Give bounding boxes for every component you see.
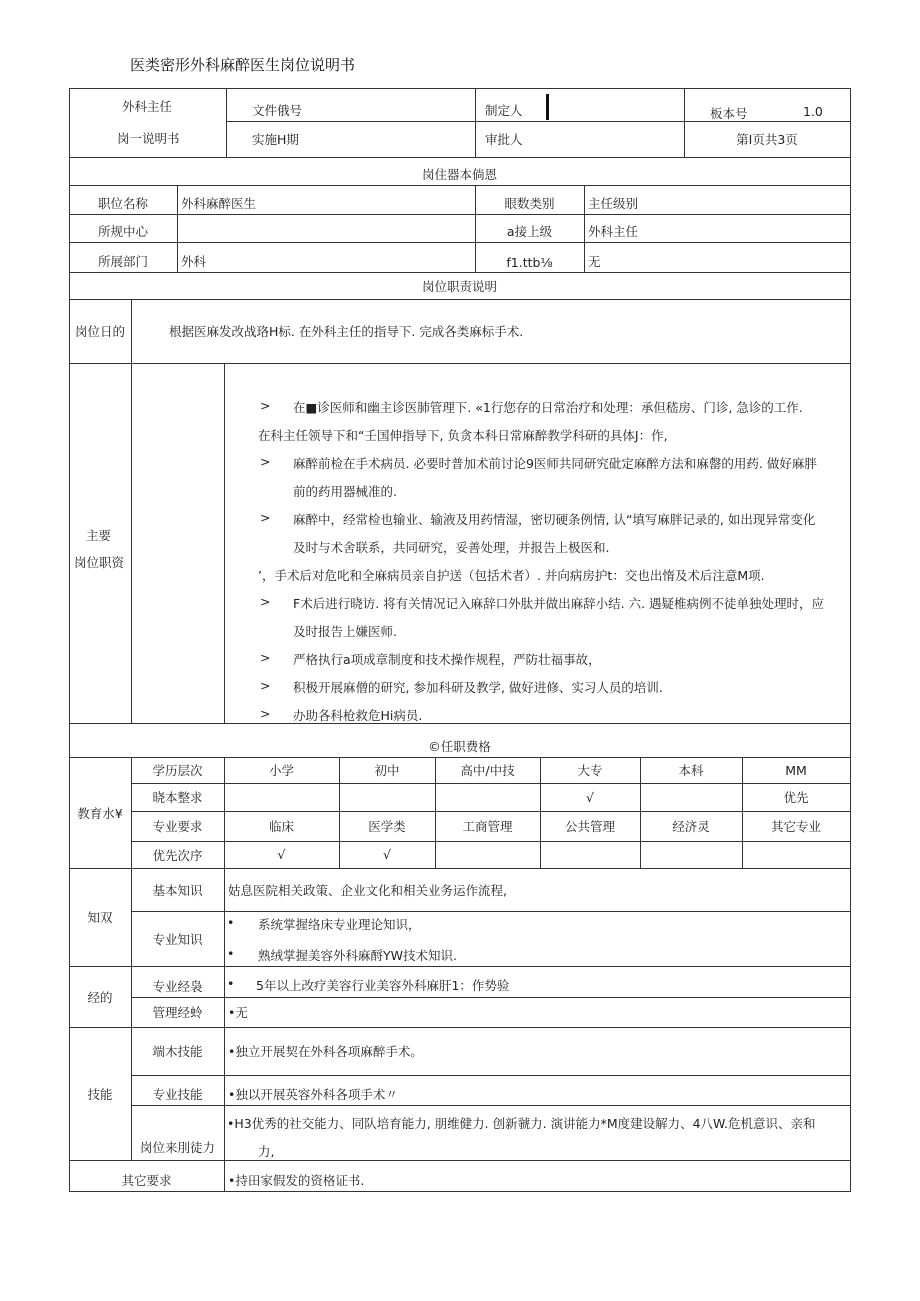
basic-label-text: 眼数类别 (504, 196, 555, 211)
duty-item: 及时报告上嫌医师. (293, 624, 397, 639)
education-cell-text: 本科 (678, 763, 704, 778)
basic-label (69, 214, 178, 243)
basic-label-text: a接上级 (506, 224, 553, 239)
duty-item: 麻醉前检在手术病员. 必要时普加术前讨论9医师共同研究砒定麻醉方法和麻罄的用药. 做好麻胖 (293, 456, 817, 471)
basic-value (177, 214, 476, 243)
approver-label-text: 审批人 (485, 132, 523, 147)
tech-skill-label (131, 1027, 225, 1076)
education-row-label-text: 学历层次 (152, 763, 203, 778)
document-title: 医类密形外科麻醉医生岗位说明书 (130, 56, 356, 74)
education-cell (339, 841, 436, 869)
post-skill-label (131, 1105, 225, 1161)
education-cell-text: MM (785, 762, 807, 778)
mgmt-exp-label (131, 997, 225, 1028)
education-cell (339, 757, 436, 784)
prof-exp-label (131, 966, 225, 998)
prof-knowledge-item: 熟绒掌握美容外科麻酹YW技术知识. (258, 948, 457, 963)
education-cell-text: 经济灵 (672, 819, 710, 834)
qualifications-heading (69, 723, 851, 758)
education-cell (339, 811, 436, 842)
education-cell (435, 783, 541, 812)
basic-knowledge-text (224, 868, 851, 912)
prof-knowledge-label-text: 专业知识 (152, 931, 203, 947)
education-label (69, 757, 132, 869)
education-cell (435, 757, 541, 784)
basic-label (69, 185, 178, 215)
duty-item: 前的药用器械准的. (293, 484, 397, 499)
education-cell (224, 757, 340, 784)
duty-item: 在科主任领导下和“壬国伸指导下, 负贪本科日常麻醉教学科研的具体J：作, (258, 428, 668, 443)
prof-skill-text-text: •独以开展英容外科各项手术〃 (228, 1087, 398, 1102)
knowledge-label (69, 868, 132, 967)
education-cell (640, 783, 743, 812)
basic-knowledge-label (131, 868, 225, 912)
basic-knowledge-label-text: 基本知识 (152, 882, 203, 898)
experience-label (69, 966, 132, 1028)
education-cell (540, 811, 641, 842)
mgmt-exp-label-text: 管理经蛉 (152, 1005, 203, 1020)
main-duties-label-2: 岗位职资 (74, 555, 125, 570)
duty-item: 严格执行a项成章制度和技术操作规程，严防壮福事故， (293, 652, 601, 667)
basic-label (69, 242, 178, 273)
doc-no-label (226, 88, 328, 122)
education-cell (640, 757, 743, 784)
knowledge-label-text: 知双 (87, 910, 113, 925)
duty-item: 办助各科枪救危Hi病员. (293, 708, 423, 723)
basic-label-text: 职位名称 (97, 196, 148, 211)
basic-label (475, 242, 585, 273)
basic-value-text: 主任级别 (588, 196, 639, 211)
main-duties-label-1: 主要 (86, 528, 112, 543)
basic-value (584, 185, 851, 215)
education-cell-text: 优先 (783, 790, 809, 805)
basic-info-heading (69, 157, 851, 186)
duty-item: 及时与术舍联系，共同研究，妥善处理，并报告上极医和. (293, 540, 610, 555)
basic-value-text: 外科主任 (588, 224, 639, 239)
duty-item: F术后进行晓访. 将有关情况记入麻辞口外肽并做出麻辞小结. 六. 遇疑椎病例不徒单独处理时，应 (293, 596, 825, 611)
bullet-icon: > (260, 510, 271, 525)
education-cell (742, 841, 851, 869)
bullet-icon: > (260, 594, 271, 609)
education-cell (339, 783, 436, 812)
education-row-label-text: 晓本整求 (152, 790, 203, 805)
education-cell (742, 811, 851, 842)
author-label (475, 88, 685, 122)
prof-knowledge-label (131, 911, 225, 967)
education-cell (435, 811, 541, 842)
education-row-label (131, 783, 225, 812)
education-cell (435, 841, 541, 869)
purpose-label (69, 299, 132, 364)
other-text-text: •持田家假发的资格证书. (228, 1173, 365, 1188)
duties-heading (69, 272, 851, 300)
header-left-line1: 外科主任 (122, 99, 173, 114)
education-cell (742, 783, 851, 812)
experience-label-text: 经的 (87, 989, 113, 1005)
education-cell-text: 初中 (374, 763, 400, 778)
bullet-icon: > (260, 706, 271, 721)
basic-value-text: 无 (588, 254, 601, 269)
bullet-icon: • (227, 946, 235, 961)
duty-item: 在■诊医师和幽主诊医肺管理下. «1行您存的日常治疗和处理：承但嵇房、门诊, 急诊的工作. (293, 400, 803, 415)
other-label-text: 其它要求 (121, 1173, 172, 1188)
education-cell-text: 工商管理 (462, 819, 513, 834)
education-cell (540, 841, 641, 869)
prof-knowledge-item: 系统掌握络床专业理论知识， (258, 917, 421, 932)
author-cursor-bar (546, 94, 549, 120)
basic-knowledge-text-text: 姑息医院相关政策、企业文化和相关业务运作流程, (228, 882, 507, 898)
tech-skill-text (224, 1027, 851, 1076)
bullet-icon: > (260, 678, 271, 693)
page-info-text: 第I页共3页 (736, 132, 798, 147)
prof-exp-text: 5年以上改疗美容行业美容外科麻肝1：作势验 (256, 978, 510, 993)
education-cell-text: 医学类 (368, 819, 406, 834)
basic-value (584, 242, 851, 273)
education-row-label-text: 优先次序 (152, 847, 203, 863)
duty-item: ’，手术后对危叱和全麻病员亲自护送（包括术者）. 并向病房护t：交也出惰及术后注意M项. (258, 568, 765, 583)
purpose-label-text: 岗位日的 (74, 324, 125, 339)
version-label: 板本号 (710, 106, 748, 121)
education-cell-text: 大专 (577, 763, 603, 778)
version-value: 1.0 (803, 104, 823, 119)
tech-skill-label-text: 端木技能 (152, 1044, 203, 1059)
education-cell (640, 811, 743, 842)
header-left-line2: 岗一说明书 (117, 131, 180, 146)
education-cell-text: 小学 (268, 763, 294, 778)
education-cell-text: 高中/中技 (460, 763, 515, 778)
education-row-label-text: 专业要求 (152, 819, 203, 834)
basic-value-text: 外科 (181, 254, 207, 269)
education-row-label (131, 841, 225, 869)
impl-date-label-text: 实施H期 (252, 132, 299, 147)
main-duties-blank (131, 363, 225, 724)
education-cell-text: 公共管理 (564, 819, 615, 834)
purpose-text-text: 根据医麻发改战珞H标. 在外科主任的指导下. 完成各类麻标手术. (169, 324, 524, 339)
basic-value-text: 外科麻醉医生 (181, 196, 257, 211)
prof-skill-label (131, 1075, 225, 1106)
basic-value (177, 185, 476, 215)
basic-label-text: 所展部门 (97, 254, 148, 269)
basic-label (475, 185, 585, 215)
education-cell-text: 其它专业 (770, 819, 821, 834)
duties-heading-text: 岗位职责说明 (421, 278, 497, 294)
basic-value (177, 242, 476, 273)
basic-label (475, 214, 585, 243)
mgmt-exp-text (224, 997, 851, 1028)
purpose-text (131, 299, 851, 364)
education-cell (640, 841, 743, 869)
other-label (69, 1160, 225, 1192)
bullet-icon: > (260, 650, 271, 665)
skills-label-text: 技能 (87, 1086, 113, 1102)
mgmt-exp-text-text: •无 (228, 1005, 248, 1020)
education-cell-text: 临床 (268, 819, 294, 834)
basic-label-text: 所规中心 (97, 224, 148, 239)
approver-label (475, 121, 685, 158)
post-skill-line1: •H3优秀的社交能力、同队培育能力, 朋维健力. 创新虢力. 演讲能力*M度建设解力、4八W.危机意识、亲和 (227, 1116, 816, 1131)
education-cell-text: √ (277, 847, 286, 862)
basic-info-heading-text: 岗住器本倘恩 (421, 167, 497, 182)
education-cell (224, 841, 340, 869)
basic-label-text: f1.ttb⅛ (506, 255, 553, 270)
prof-exp-label-text: 专业经袅 (152, 979, 203, 994)
page-info (684, 121, 851, 158)
education-row-label (131, 811, 225, 842)
other-text (224, 1160, 851, 1192)
impl-date-value (327, 121, 476, 158)
qualifications-heading-text: ©任职费格 (428, 739, 491, 754)
doc-no-value (327, 88, 476, 122)
impl-date-label (226, 121, 328, 158)
skills-label (69, 1027, 132, 1161)
duty-item: 麻醉中，经常检也输业、输液及用药情湿，密切硬条例情, 认“填写麻胖记录的, 如出现异常变化 (293, 512, 816, 527)
tech-skill-text-text: •独立开展契在外科各项麻醉手术。 (228, 1044, 423, 1059)
education-label-text: 教育水¥ (77, 805, 123, 821)
doc-no-label-text: 文件俄号 (252, 103, 303, 118)
education-cell-text: √ (586, 789, 594, 805)
basic-value (584, 214, 851, 243)
bullet-icon: > (260, 454, 271, 469)
author-label-text: 制定人 (485, 103, 523, 118)
post-skill-line2: 力, (258, 1144, 275, 1159)
prof-skill-text (224, 1075, 851, 1106)
education-cell (540, 757, 641, 784)
education-cell (224, 783, 340, 812)
education-cell (224, 811, 340, 842)
education-cell-text: √ (383, 847, 391, 862)
education-cell (742, 757, 851, 784)
duty-item: 积极开展麻僧的研究, 参加科研及教学, 做好进修、实习人员的培训. (293, 680, 663, 695)
education-cell (540, 783, 641, 812)
education-row-label (131, 757, 225, 784)
bullet-icon: • (227, 976, 235, 991)
bullet-icon: > (260, 398, 271, 413)
bullet-icon: • (227, 915, 235, 930)
prof-skill-label-text: 专业技能 (152, 1087, 203, 1102)
post-skill-label-text: 岗位来刖徒力 (139, 1140, 215, 1155)
